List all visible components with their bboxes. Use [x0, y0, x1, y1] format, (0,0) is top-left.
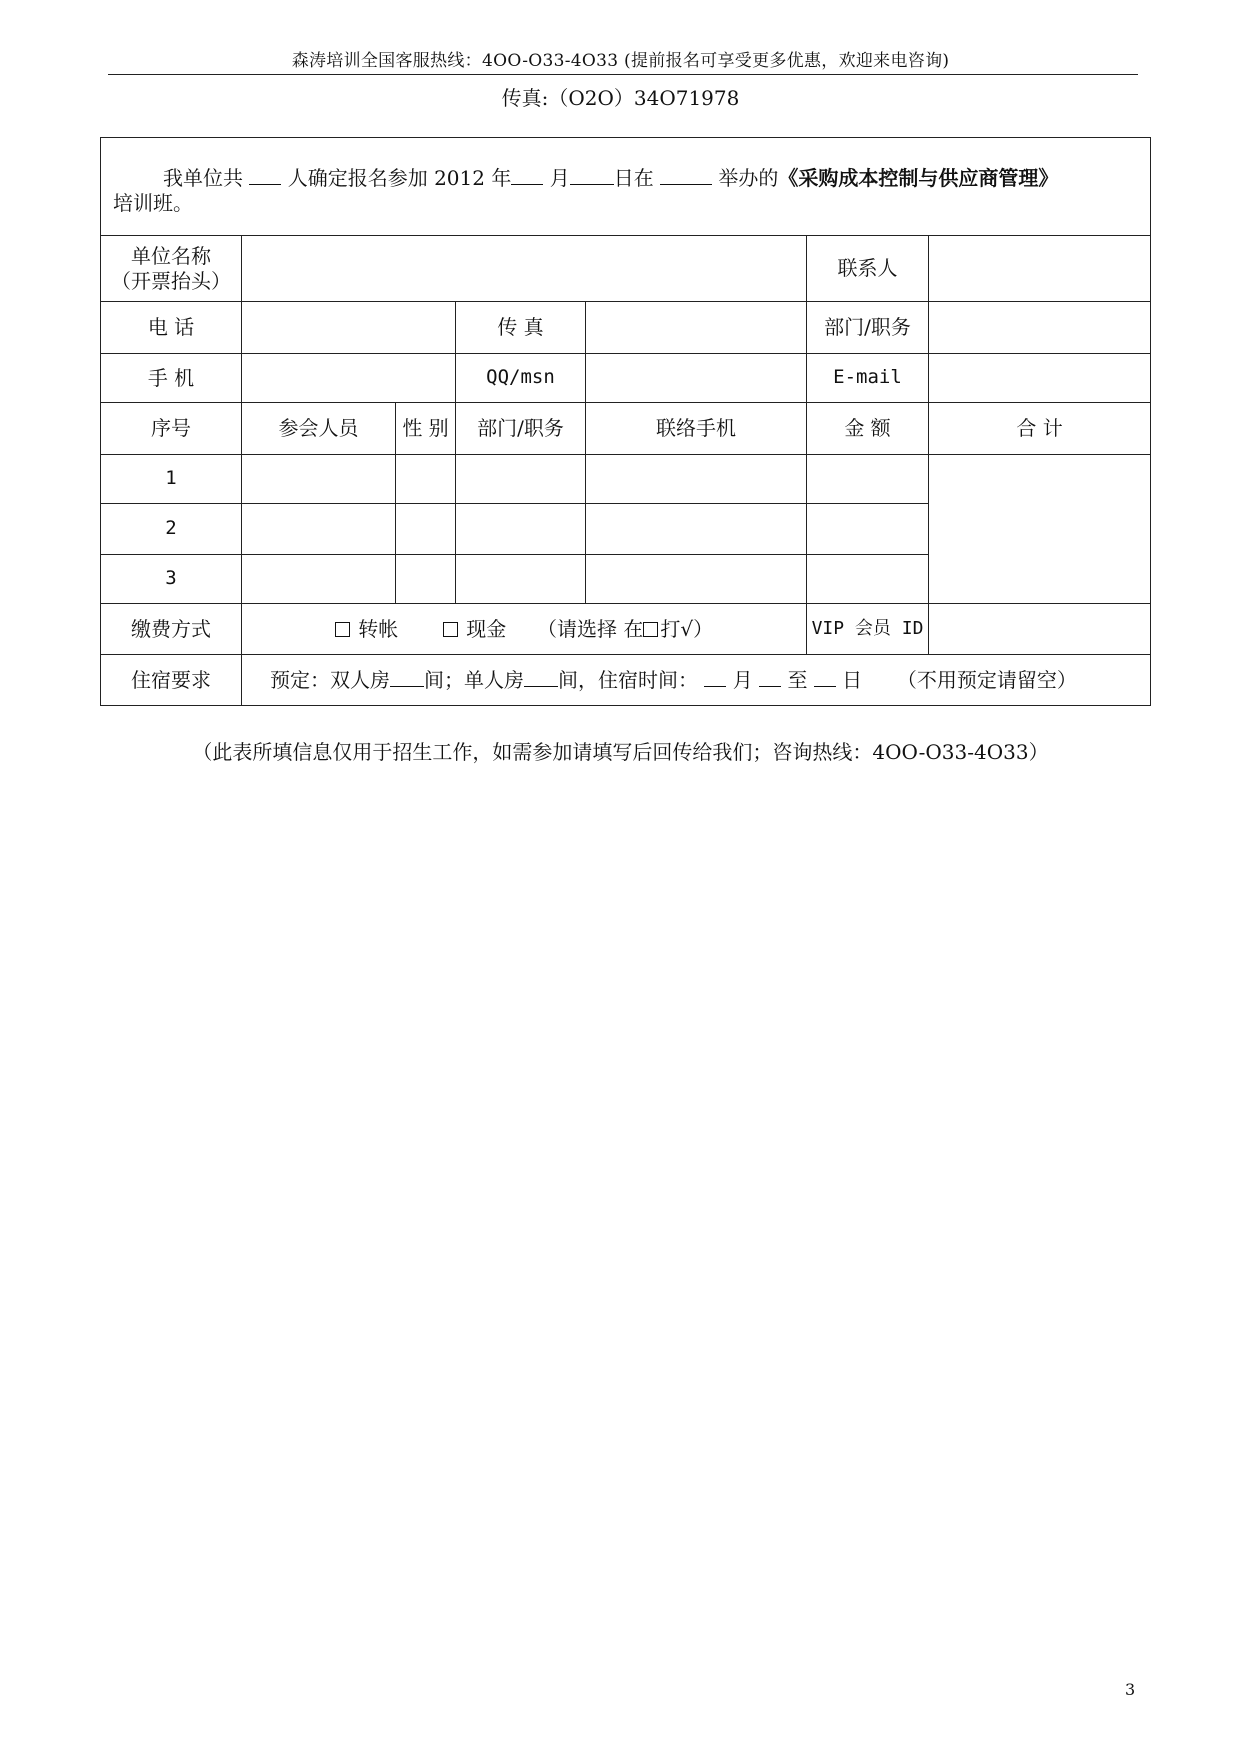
page-number: 3 — [1125, 1680, 1136, 1699]
intro-statement — [101, 138, 1151, 236]
lodging-label: 住宿要求 — [101, 655, 242, 706]
table-row — [101, 455, 1151, 504]
transfer-checkbox[interactable] — [335, 622, 350, 637]
amount-cell[interactable] — [807, 455, 929, 504]
lodging-month-blank[interactable] — [704, 668, 726, 687]
contact-label: 联系人 — [807, 236, 929, 302]
phone-label: 电 话 — [101, 302, 242, 354]
lodging-month-label: 月 — [732, 667, 753, 692]
lodging-room-unit: 间；单人房 — [424, 667, 524, 692]
mobile-label: 手 机 — [101, 354, 242, 403]
mobile-field[interactable] — [242, 354, 456, 403]
footnote: （此表所填信息仅用于招生工作，如需参加请填写后回传给我们；咨询热线：4OO-O33-4O33） — [192, 740, 1049, 764]
attendee-name-cell[interactable] — [242, 455, 396, 504]
header-total: 合 计 — [929, 403, 1151, 455]
email-label: E-mail — [807, 354, 929, 403]
dept-title-field[interactable] — [929, 302, 1151, 354]
contact-mobile-cell[interactable] — [586, 504, 807, 555]
contact-field[interactable] — [929, 236, 1151, 302]
amount-cell[interactable] — [807, 504, 929, 555]
qq-msn-label: QQ/msn — [456, 354, 586, 403]
header-fax: 传真:（O2O）34O71978 — [501, 86, 740, 110]
gender-cell[interactable] — [396, 504, 456, 555]
payment-instruction-suffix: 打√） — [660, 616, 714, 641]
phone-field[interactable] — [242, 302, 456, 354]
month-blank[interactable] — [511, 166, 543, 185]
lodging-details — [242, 655, 1151, 706]
qq-msn-field[interactable] — [586, 354, 807, 403]
transfer-option-label: 转帐 — [358, 616, 399, 641]
registration-form-table — [100, 137, 1151, 706]
checkbox-sample-icon — [643, 622, 658, 637]
location-blank[interactable] — [660, 166, 712, 185]
vip-id-label: VIP 会员 ID — [807, 604, 929, 655]
cash-option-label: 现金 — [466, 616, 507, 641]
dept-title-cell[interactable] — [456, 504, 586, 555]
attendee-count-blank[interactable] — [249, 166, 281, 185]
intro-text-1: 我单位共 — [163, 165, 243, 190]
payment-label: 缴费方式 — [101, 604, 242, 655]
row-index: 2 — [101, 504, 242, 555]
vip-id-field[interactable] — [929, 604, 1151, 655]
gender-cell[interactable] — [396, 455, 456, 504]
email-field[interactable] — [929, 354, 1151, 403]
header-divider — [108, 74, 1138, 75]
row-index: 1 — [101, 455, 242, 504]
lodging-to-label: 至 — [787, 667, 808, 692]
intro-text-4: 日在 — [613, 165, 654, 190]
attendee-name-cell[interactable] — [242, 555, 396, 604]
attendee-name-cell[interactable] — [242, 504, 396, 555]
lodging-end-day-blank[interactable] — [814, 668, 836, 687]
payment-options — [242, 604, 807, 655]
lodging-start-day-blank[interactable] — [759, 668, 781, 687]
gender-cell[interactable] — [396, 555, 456, 604]
lodging-text-prefix: 预定：双人房 — [270, 667, 390, 692]
intro-text-2: 人确定报名参加 2012 年 — [287, 165, 512, 190]
day-blank[interactable] — [570, 166, 614, 185]
intro-text-6: 培训班。 — [113, 190, 193, 215]
intro-text-5: 举办的 — [718, 165, 779, 190]
total-cell[interactable] — [929, 455, 1151, 604]
header-index: 序号 — [101, 403, 242, 455]
contact-mobile-cell[interactable] — [586, 455, 807, 504]
dept-title-cell[interactable] — [456, 555, 586, 604]
lodging-note: （不用预定请留空） — [896, 667, 1077, 692]
fax-label: 传 真 — [456, 302, 586, 354]
single-room-blank[interactable] — [524, 668, 558, 687]
header-gender: 性 别 — [396, 403, 456, 455]
intro-text-3: 月 — [549, 165, 570, 190]
lodging-time-label: 间，住宿时间： — [558, 667, 698, 692]
company-name-field[interactable] — [242, 236, 807, 302]
header-attendee: 参会人员 — [242, 403, 396, 455]
lodging-day-label: 日 — [842, 667, 863, 692]
header-hotline: 森涛培训全国客服热线：4OO-O33-4O33 (提前报名可享受更多优惠，欢迎来电咨询) — [291, 51, 950, 71]
cash-checkbox[interactable] — [443, 622, 458, 637]
header-amount: 金 额 — [807, 403, 929, 455]
header-dept-title: 部门/职务 — [456, 403, 586, 455]
course-title: 《采购成本控制与供应商管理》 — [778, 165, 1059, 190]
fax-field[interactable] — [586, 302, 807, 354]
contact-mobile-cell[interactable] — [586, 555, 807, 604]
dept-title-cell[interactable] — [456, 455, 586, 504]
company-name-label: 单位名称 （开票抬头） — [101, 236, 242, 302]
header-contact-mobile: 联络手机 — [586, 403, 807, 455]
row-index: 3 — [101, 555, 242, 604]
payment-instruction-prefix: （请选择 在 — [537, 616, 644, 641]
dept-title-label: 部门/职务 — [807, 302, 929, 354]
amount-cell[interactable] — [807, 555, 929, 604]
double-room-blank[interactable] — [390, 668, 424, 687]
